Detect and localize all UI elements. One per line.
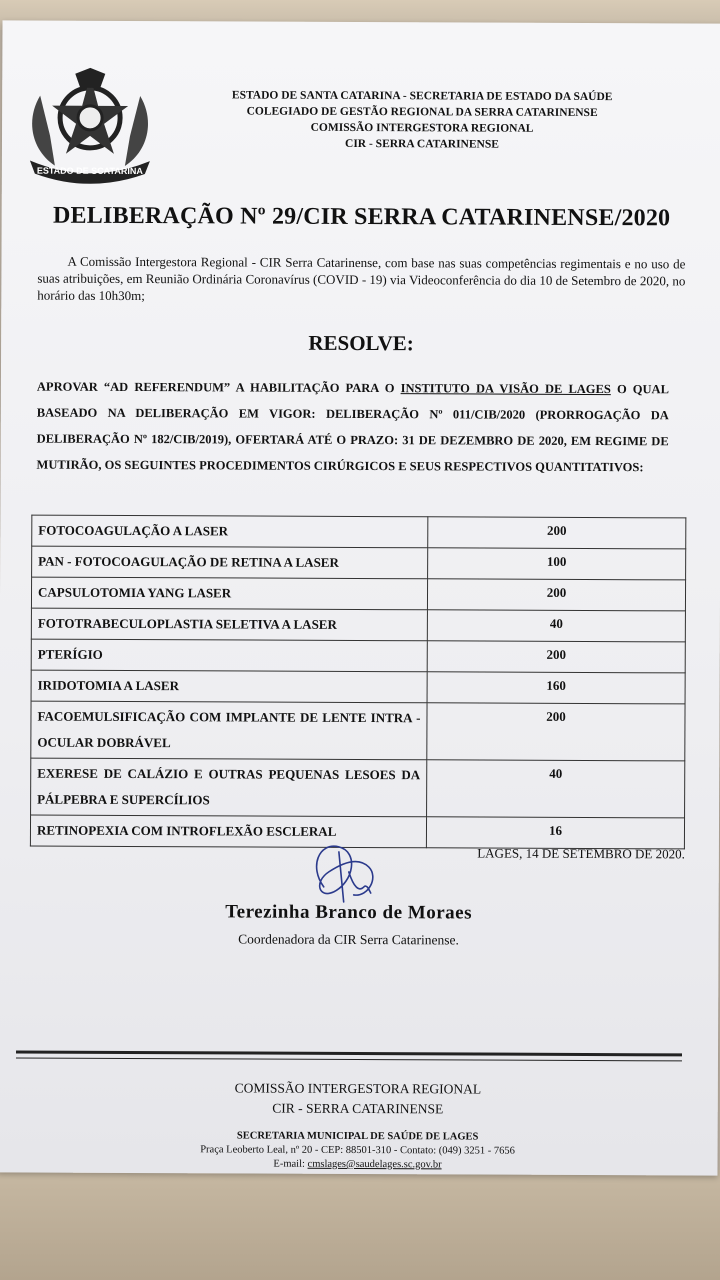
resolution-body: O QUAL BASEADO NA DELIBERAÇÃO EM VIGOR: DELIBERAÇÃO Nº 011/CIB/2020 (PRORROGAÇÃO DA DELIBERAÇÃO Nº 182/CIB/2019), OFERTARÁ ATÉ O PRAZO: 31 DE DEZEMBRO DE 2020, EM REGIME DE MUTIRÃO, OS SEGUINTES PROCEDIMENTOS CIRÚRGICOS E SEUS RESPECTIVOS QUANTITATIVOS: [36,382,669,475]
procedure-name: RETINOPEXIA COM INTROFLEXÃO ESCLERAL [30,815,426,848]
footer-divider [16,1051,682,1057]
procedure-quantity: 200 [427,579,685,611]
institution-name: INSTITUTO DA VISÃO DE LAGES [400,381,611,397]
table-row [32,546,686,580]
procedure-quantity: 40 [427,760,685,818]
procedure-name: EXERESE DE CALÁZIO E OUTRAS PEQUENAS LESOES DA PÁLPEBRA E SUPERCÍLIOS [31,758,427,817]
table-row [31,758,685,818]
document-page [0,20,720,1175]
resolve-heading: RESOLVE: [308,330,414,356]
footer-email-line [17,1157,697,1174]
procedure-name: CAPSULOTOMIA YANG LASER [31,577,427,610]
procedure-quantity: 100 [428,548,686,580]
intro-paragraph: A Comissão Intergestora Regional - CIR Serra Catarinense, com base nas suas competências regimentais e no uso de suas atribuições, em Reunião Ordinária Coronavírus (COVID - 19) via Videoconferência do dia 10 de Setembro de 2020, no horário das 10h30m; [37,253,686,304]
resolution-prefix: APROVAR “AD REFERENDUM” A HABILITAÇÃO PARA O [36,379,401,396]
procedures-table [30,515,686,850]
procedure-name: FACOEMULSIFICAÇÃO COM IMPLANTE DE LENTE INTRA - OCULAR DOBRÁVEL [31,701,427,760]
table-row [31,701,685,761]
procedure-name: FOTOCOAGULAÇÃO A LASER [32,515,428,548]
table-row [31,639,685,673]
procedure-quantity: 200 [428,517,686,549]
procedure-name: PAN - FOTOCOAGULAÇÃO DE RETINA A LASER [32,546,428,579]
procedure-quantity: 160 [427,672,685,704]
procedure-quantity: 200 [427,641,685,673]
signer-role: Coordenadora da CIR Serra Catarinense. [238,931,459,948]
table-row [31,608,685,642]
letterhead-line-3: COMISSÃO INTERGESTORA REGIONAL [310,121,534,135]
procedure-name: IRIDOTOMIA A LASER [31,670,427,703]
place-and-date: LAGES, 14 DE SETEMBRO DE 2020. [477,845,685,862]
table-row [31,577,685,611]
letterhead-line-2: COLEGIADO DE GESTÃO REGIONAL DA SERRA CATARINENSE [246,105,598,120]
footer-title [18,1078,698,1121]
state-crest-logo [20,66,161,185]
footer-address: Praça Leoberto Leal, nº 20 - CEP: 88501-310 - Contato: (049) 3251 - 7656 [200,1144,515,1157]
procedure-quantity: 16 [426,817,684,849]
background-table-surface [0,1170,720,1280]
footer-line-3: SECRETARIA MUNICIPAL DE SAÚDE DE LAGES [236,1130,479,1143]
procedure-quantity: 40 [427,610,685,642]
footer-divider-thin [16,1058,682,1062]
table-row [32,515,686,549]
crest-label: ESTADO DE SCATARINA [36,165,143,177]
procedure-quantity: 200 [427,703,685,761]
email-link[interactable]: cmslages@saudelages.sc.gov.br [307,1158,442,1171]
footer-line-1: COMISSÃO INTERGESTORA REGIONAL [234,1080,482,1097]
procedure-name: PTERÍGIO [31,639,427,672]
letterhead-line-4: CIR - SERRA CATARINENSE [345,137,499,151]
procedure-name: FOTOTRABECULOPLASTIA SELETIVA A LASER [31,608,427,641]
footer-contact [17,1129,697,1174]
table-row [31,670,685,704]
letterhead-line-1: ESTADO DE SANTA CATARINA - SECRETARIA DE ESTADO DA SAÚDE [231,89,613,104]
email-label: E-mail: [273,1158,305,1170]
footer-line-2: CIR - SERRA CATARINENSE [272,1100,444,1117]
signer-name: Terezinha Branco de Moraes [225,901,473,924]
document-title: DELIBERAÇÃO Nº 29/CIR SERRA CATARINENSE/2020 [52,202,671,232]
resolution-paragraph [37,374,669,481]
letterhead [162,87,682,153]
